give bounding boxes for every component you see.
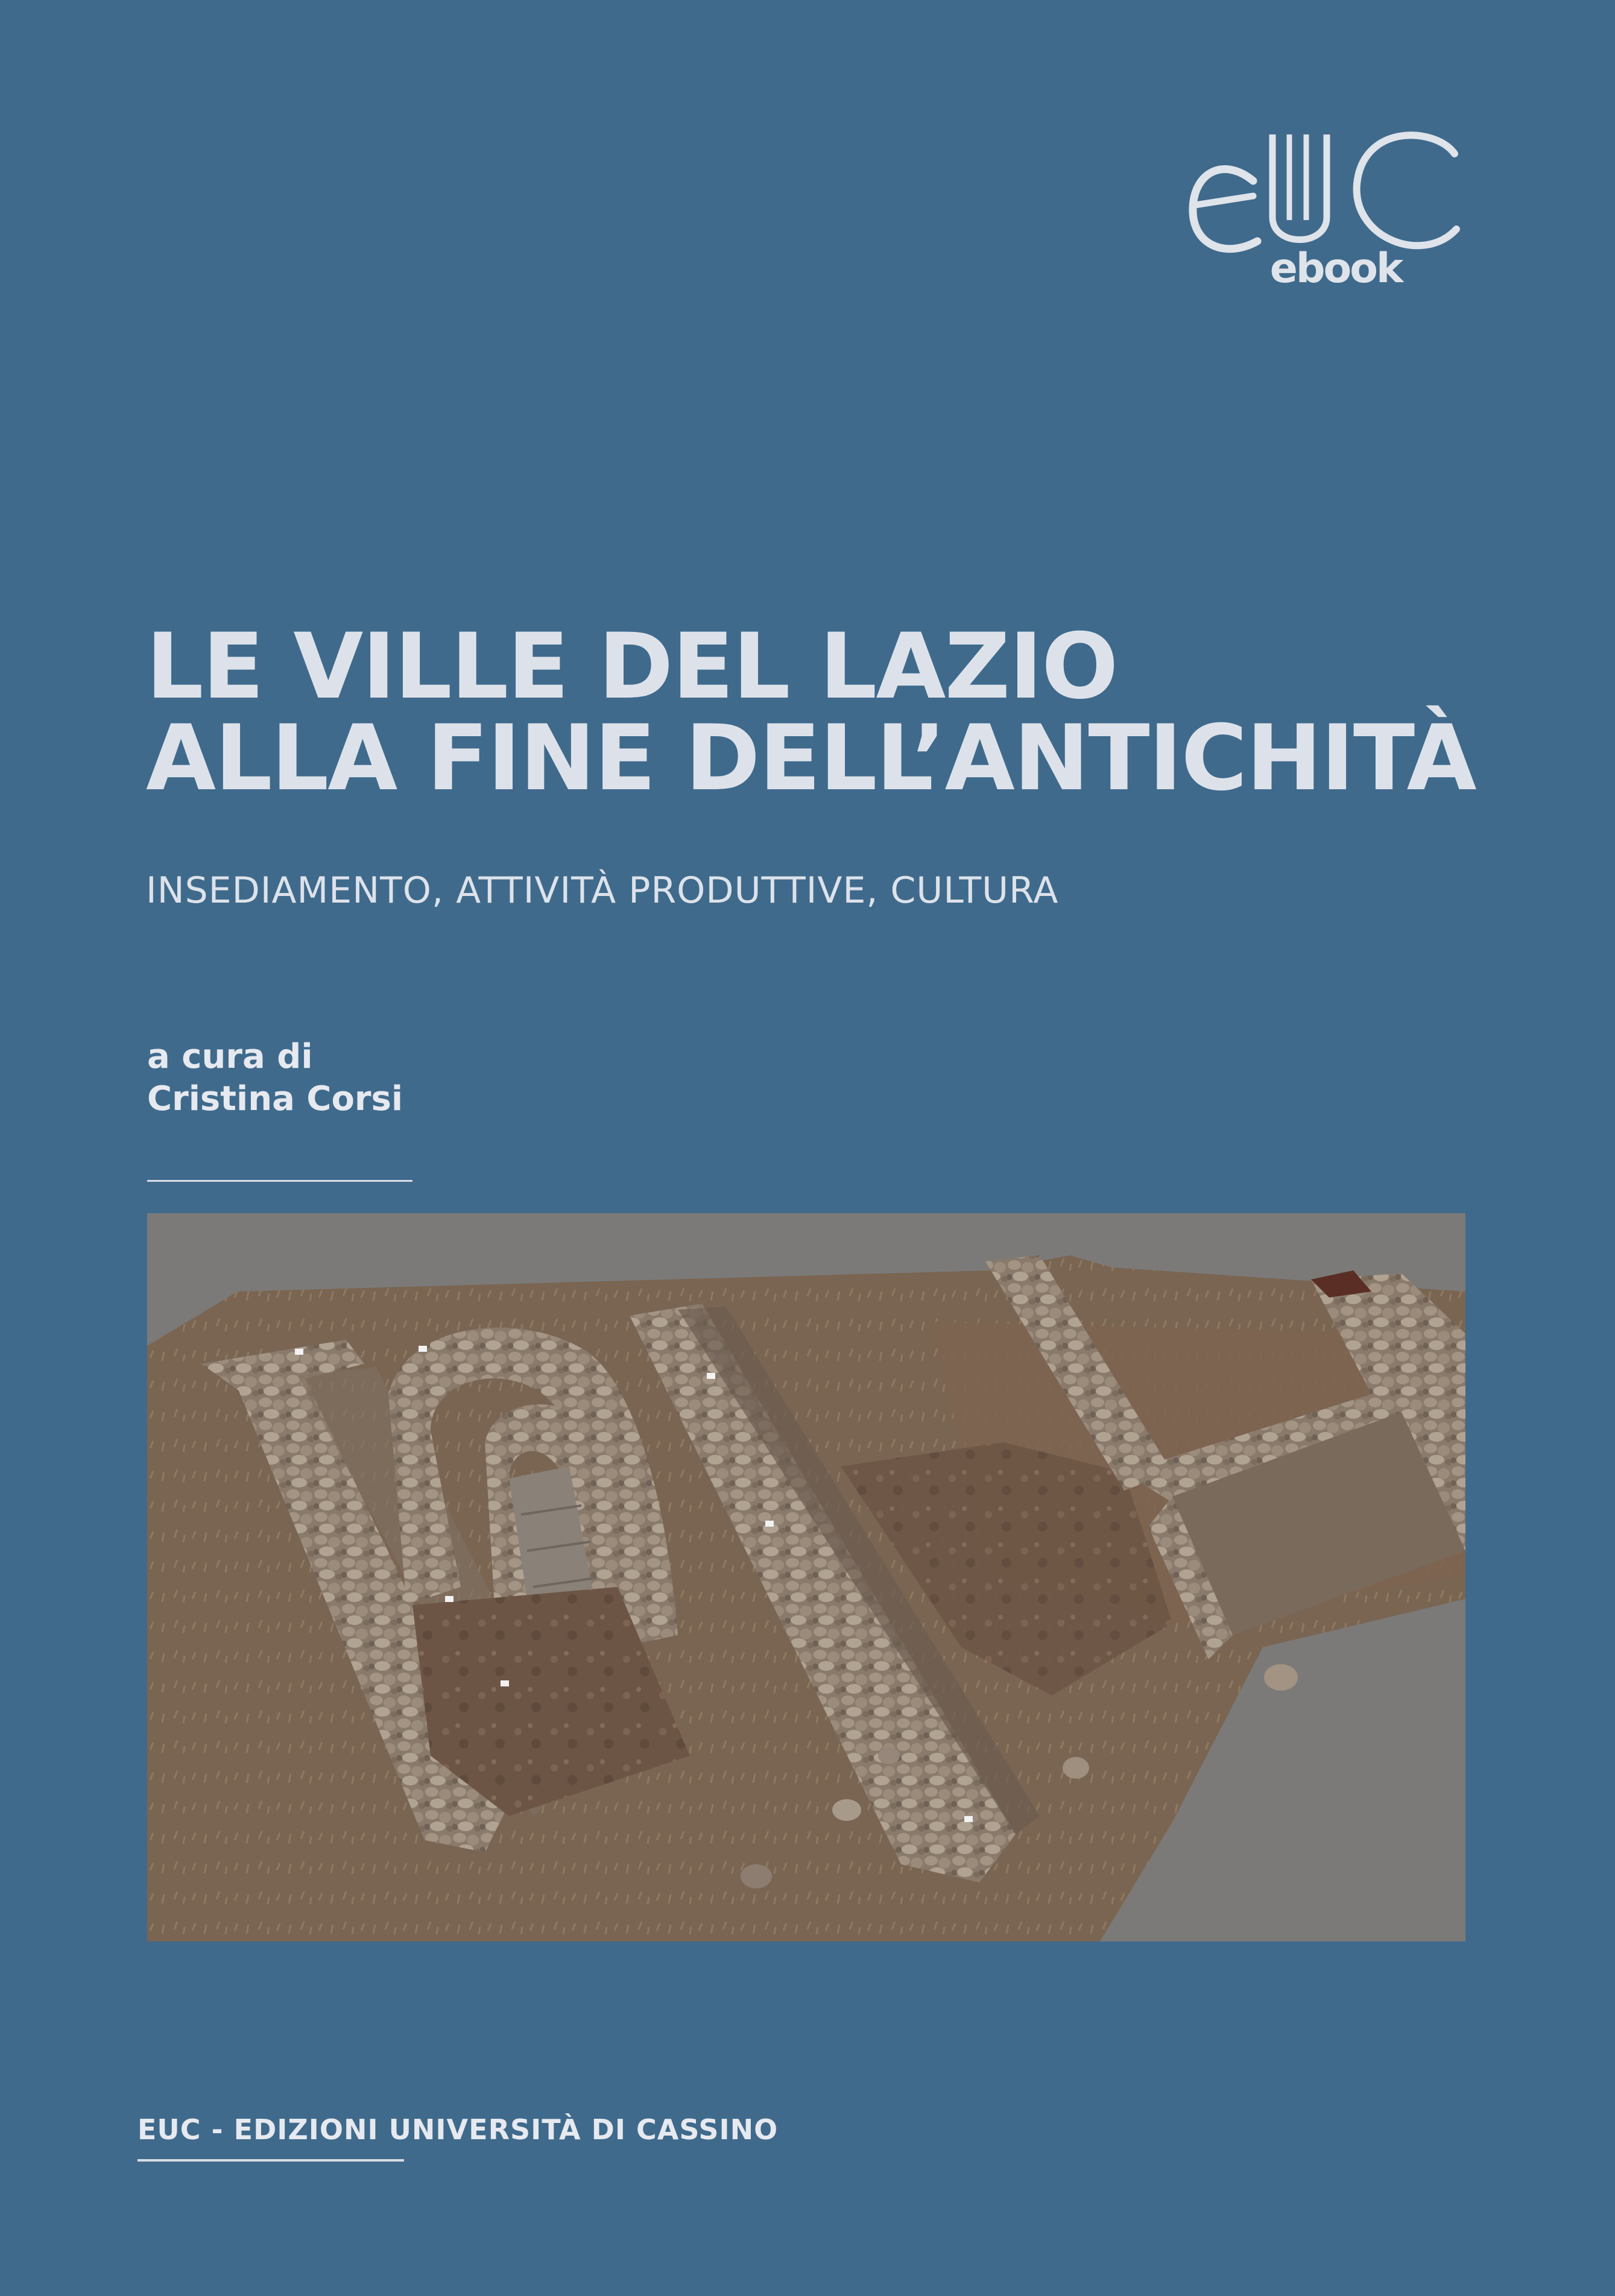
editor-name: Cristina Corsi	[147, 1079, 403, 1118]
excavation-image	[147, 1213, 1465, 1941]
book-title-line-1: LE VILLE DEL LAZIO	[146, 614, 1117, 719]
publisher-name: EUC - EDIZIONI UNIVERSITÀ DI CASSINO	[137, 2113, 779, 2146]
cover-photo	[147, 1213, 1465, 1941]
editor-block	[147, 1036, 403, 1120]
book-subtitle: INSEDIAMENTO, ATTIVITÀ PRODUTTIVE, CULTURA	[146, 869, 1059, 912]
book-title-line-2: ALLA FINE DELL’ANTICHITÀ	[146, 706, 1476, 811]
logo-ebook-label: ebook	[1269, 245, 1402, 292]
editor-label: a cura di	[147, 1037, 313, 1076]
divider-bottom	[137, 2159, 404, 2162]
book-title	[146, 614, 1476, 811]
divider-top	[147, 1180, 412, 1182]
